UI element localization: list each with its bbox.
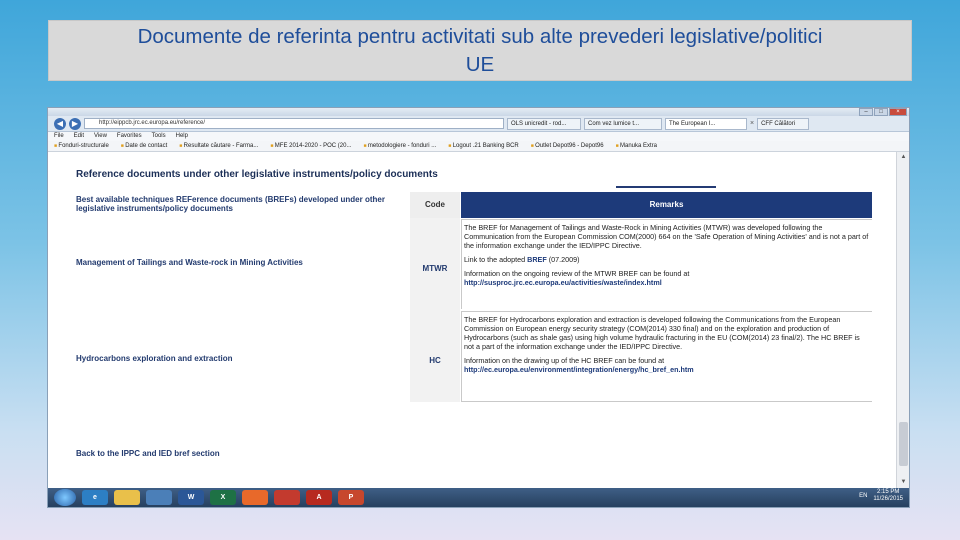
code-hc: HC [429, 356, 441, 365]
bref-link[interactable]: BREF [527, 255, 547, 264]
remark-text: (07.2009) [548, 255, 580, 264]
back-link[interactable]: Back to the IPPC and IED bref section [76, 449, 220, 458]
scroll-thumb[interactable] [899, 422, 908, 466]
code-column [410, 192, 460, 402]
browser-tab[interactable]: OLS unicredit - rod... [507, 118, 581, 130]
menu-edit[interactable]: Edit [73, 133, 85, 139]
windows-taskbar [48, 488, 910, 507]
remark-text: Information on the drawing up of the HC BREF can be found at [464, 356, 665, 365]
address-row [48, 116, 909, 132]
web-page [48, 152, 898, 490]
folder-icon[interactable] [114, 490, 140, 505]
hc-bref-link[interactable]: http://ec.europa.eu/environment/integration/energy/hc_bref_en.htm [464, 365, 694, 374]
window-controls [859, 108, 907, 116]
powerpoint-icon[interactable]: P [338, 490, 364, 505]
code-header: Code [410, 192, 460, 218]
mtwr-review-link[interactable]: http://susproc.jrc.ec.europa.eu/activities/waste/index.html [464, 278, 662, 287]
remark-text: The BREF for Hydrocarbons exploration and extraction is developed following the Communications from the European Commission on European energy security strategy (COM(2014) 330 final) and on the exploration and production of Hydrocarbons (such as shale gas) using high volume hydraulic fracturing in the EU (COM(2014) 23 final/2). The HC BREF is not a part of the information exchange under the IED/IPPC Directive. [464, 315, 860, 351]
clock[interactable] [873, 489, 903, 503]
close-button[interactable]: × [889, 108, 907, 116]
row-label-hc[interactable]: Hydrocarbons exploration and extraction [76, 354, 233, 363]
slide-title-box [48, 20, 912, 81]
remarks-cell-mtwr [461, 219, 872, 309]
remark-text: The BREF for Management of Tailings and Waste-Rock in Mining Activities (MTWR) was developed following the Communication from the European Commission COM(2000) 664 on the 'Safe Operation of Mining Activities' and is not a part of the information exchange under the IED/IPPC Directive. [464, 223, 869, 250]
row-label-mtwr[interactable]: Management of Tailings and Waste-rock in Mining Activities [76, 258, 303, 267]
system-tray [859, 489, 903, 503]
maximize-button[interactable]: □ [874, 108, 888, 116]
favorite-item[interactable]: ■ Outlet Depot96 - Depot96 [531, 141, 604, 151]
slide-title: Documente de referinta pentru activitati sub alte prevederi legislative/politici UE [137, 24, 823, 76]
scroll-up-icon[interactable]: ▲ [900, 154, 907, 160]
favorite-item[interactable]: ■ Logout .21 Banking BCR [448, 141, 518, 151]
remark-text [464, 269, 870, 287]
menu-tools[interactable]: Tools [151, 133, 166, 139]
remark-text [464, 356, 870, 374]
code-mtwr: MTWR [422, 264, 448, 273]
window-titlebar [48, 108, 909, 116]
scroll-down-icon[interactable]: ▼ [900, 479, 907, 485]
remark-text: Link to the adopted [464, 255, 526, 264]
minimize-button[interactable]: – [859, 108, 873, 116]
brefs-header: Best available techniques REFerence documents (BREFs) developed under other legislative instruments/policy documents [76, 195, 385, 213]
favorite-item[interactable]: ■ Manuka Extra [616, 141, 657, 151]
favorite-item[interactable]: ■ metodologiere - fonduri ... [363, 141, 436, 151]
back-arrow-icon[interactable]: ◀ [54, 118, 66, 130]
close-tab-icon[interactable]: × [750, 120, 755, 127]
clock-date: 11/26/2015 [873, 496, 903, 502]
start-button-icon[interactable] [54, 489, 76, 506]
firefox-icon[interactable] [242, 490, 268, 505]
excel-icon[interactable]: X [210, 490, 236, 505]
remarks-cell-hc [461, 311, 872, 402]
ie-icon[interactable]: e [82, 490, 108, 505]
browser-tab[interactable]: CFF Călători [757, 118, 809, 130]
remarks-header: Remarks [461, 192, 872, 218]
remark-text: Information on the ongoing review of the MTWR BREF can be found at [464, 269, 690, 278]
page-scrollbar[interactable] [896, 152, 909, 490]
favorite-item[interactable]: ■ Resultate căutare - Farma... [179, 141, 258, 151]
language-indicator[interactable]: EN [859, 493, 868, 499]
menu-file[interactable]: File [54, 133, 64, 139]
menu-bar [48, 132, 909, 141]
forward-arrow-icon[interactable]: ▶ [69, 118, 81, 130]
menu-view[interactable]: View [94, 133, 107, 139]
remark-link-line [464, 255, 870, 264]
browser-screenshot [47, 107, 910, 508]
acrobat-icon[interactable]: A [306, 490, 332, 505]
bref-table [410, 192, 872, 402]
menu-favorites[interactable]: Favorites [116, 133, 142, 139]
menu-help[interactable]: Help [175, 133, 188, 139]
browser-tab[interactable]: Com vez lumice t... [584, 118, 662, 130]
favorite-item[interactable]: ■ MFE 2014-2020 - POC (20... [270, 141, 351, 151]
favorites-bar [48, 141, 909, 152]
address-bar[interactable]: http://eippcb.jrc.ec.europa.eu/reference/ [84, 118, 504, 129]
favorite-item[interactable]: ■ Fonduri-structurale [54, 141, 109, 151]
browser-tab-active[interactable]: The European I... [665, 118, 747, 130]
outlook-icon[interactable] [274, 490, 300, 505]
app-icon[interactable] [146, 490, 172, 505]
page-heading: Reference documents under other legislative instruments/policy documents [76, 169, 438, 180]
word-icon[interactable]: W [178, 490, 204, 505]
favorite-item[interactable]: ■ Date de contact [121, 141, 167, 151]
clock-time: 2:15 PM [877, 489, 900, 495]
